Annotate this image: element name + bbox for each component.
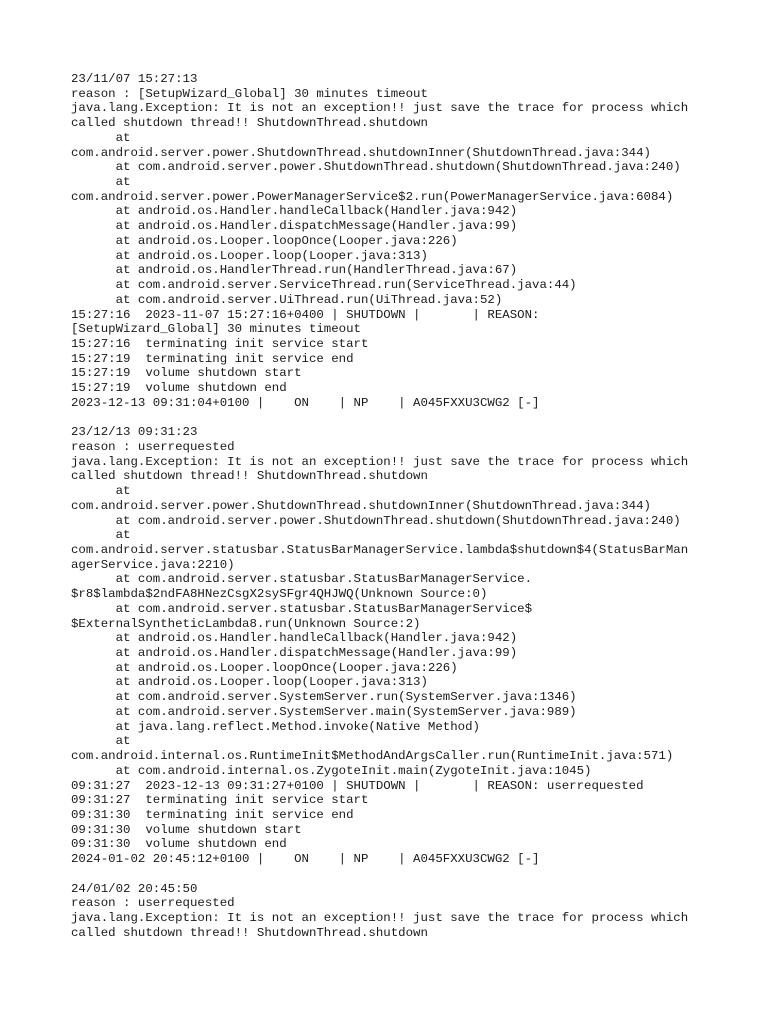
log-line: $r8$lambda$2ndFA8HNezCsgX2sySFgr4QHJWQ(Unknown Source:0) <box>71 587 488 602</box>
blank-line <box>71 411 711 426</box>
log-line: reason : userrequested <box>71 896 235 911</box>
log-line: java.lang.Exception: It is not an exception!! just save the trace for process which <box>71 910 689 925</box>
log-line: at android.os.Looper.loopOnce(Looper.java:226) <box>71 233 458 248</box>
log-line: at android.os.HandlerThread.run(HandlerThread.java:67) <box>71 263 518 278</box>
log-line: 15:27:19 volume shutdown end <box>71 381 287 396</box>
log-line: 15:27:19 volume shutdown start <box>71 366 302 381</box>
log-line: [SetupWizard_Global] 30 minutes timeout <box>71 322 361 337</box>
log-line: 15:27:16 terminating init service start <box>71 336 369 351</box>
log-line: at com.android.internal.os.ZygoteInit.main(ZygoteInit.java:1045) <box>71 763 592 778</box>
log-line: com.android.server.power.ShutdownThread.shutdownInner(ShutdownThread.java:344) <box>71 145 651 160</box>
log-line: agerService.java:2210) <box>71 557 235 572</box>
log-line: com.android.internal.os.RuntimeInit$MethodAndArgsCaller.run(RuntimeInit.java:571) <box>71 749 674 764</box>
log-line: at android.os.Handler.dispatchMessage(Handler.java:99) <box>71 219 518 234</box>
log-line: at <box>71 175 131 190</box>
log-line: called shutdown thread!! ShutdownThread.shutdown <box>71 469 428 484</box>
log-line: at com.android.server.ServiceThread.run(ServiceThread.java:44) <box>71 278 577 293</box>
log-line: reason : [SetupWizard_Global] 30 minutes timeout <box>71 86 428 101</box>
log-document <box>71 72 711 940</box>
log-line: com.android.server.power.PowerManagerService$2.run(PowerManagerService.java:6084) <box>71 189 674 204</box>
log-line: 09:31:30 volume shutdown end <box>71 837 287 852</box>
log-line: $ExternalSyntheticLambda8.run(Unknown Source:2) <box>71 616 421 631</box>
log-line: at java.lang.reflect.Method.invoke(Native Method) <box>71 719 480 734</box>
log-line: at <box>71 130 131 145</box>
log-line: 15:27:16 2023-11-07 15:27:16+0400 | SHUTDOWN | | REASON: <box>71 307 540 322</box>
log-line: called shutdown thread!! ShutdownThread.shutdown <box>71 925 428 940</box>
log-line: com.android.server.statusbar.StatusBarManagerService.lambda$shutdown$4(StatusBarMan <box>71 543 689 557</box>
log-line: at android.os.Handler.dispatchMessage(Handler.java:99) <box>71 646 518 661</box>
log-line: at <box>71 734 131 749</box>
log-line: 09:31:30 terminating init service end <box>71 807 354 822</box>
log-line: 24/01/02 20:45:50 <box>71 881 198 896</box>
log-line: com.android.server.power.ShutdownThread.shutdownInner(ShutdownThread.java:344) <box>71 498 651 513</box>
log-line: reason : userrequested <box>71 439 235 454</box>
log-line: 09:31:30 volume shutdown start <box>71 822 302 837</box>
log-line: 15:27:19 terminating init service end <box>71 351 354 366</box>
log-line: at com.android.server.SystemServer.run(SystemServer.java:1346) <box>71 690 577 705</box>
log-line: 23/11/07 15:27:13 <box>71 72 198 86</box>
log-line: at android.os.Handler.handleCallback(Handler.java:942) <box>71 204 518 219</box>
log-line: 09:31:27 2023-12-13 09:31:27+0100 | SHUTDOWN | | REASON: userrequested <box>71 778 644 793</box>
log-line: at android.os.Looper.loop(Looper.java:313) <box>71 675 428 690</box>
log-line: at com.android.server.statusbar.StatusBarManagerService. <box>71 572 533 587</box>
log-line: at com.android.server.power.ShutdownThread.shutdown(ShutdownThread.java:240) <box>71 513 681 528</box>
log-line: at <box>71 484 131 499</box>
log-line: at com.android.server.statusbar.StatusBarManagerService$ <box>71 601 533 616</box>
log-line: 2024-01-02 20:45:12+0100 | ON | NP | A045FXXU3CWG2 [-] <box>71 852 540 867</box>
log-line: java.lang.Exception: It is not an exception!! just save the trace for process which <box>71 454 689 469</box>
log-line: at android.os.Handler.handleCallback(Handler.java:942) <box>71 631 518 646</box>
log-line: 09:31:27 terminating init service start <box>71 793 369 808</box>
log-line: at com.android.server.power.ShutdownThread.shutdown(ShutdownThread.java:240) <box>71 160 681 175</box>
log-line: 2023-12-13 09:31:04+0100 | ON | NP | A045FXXU3CWG2 [-] <box>71 395 540 410</box>
log-line: at com.android.server.SystemServer.main(SystemServer.java:989) <box>71 704 577 719</box>
log-line: java.lang.Exception: It is not an exception!! just save the trace for process which <box>71 101 689 116</box>
log-line: at <box>71 528 131 543</box>
log-line: at android.os.Looper.loop(Looper.java:313) <box>71 248 428 263</box>
log-line: at android.os.Looper.loopOnce(Looper.java:226) <box>71 660 458 675</box>
log-line: at com.android.server.UiThread.run(UiThread.java:52) <box>71 292 503 307</box>
log-line: 23/12/13 09:31:23 <box>71 425 198 440</box>
blank-line <box>71 867 711 882</box>
log-line: called shutdown thread!! ShutdownThread.shutdown <box>71 116 428 131</box>
